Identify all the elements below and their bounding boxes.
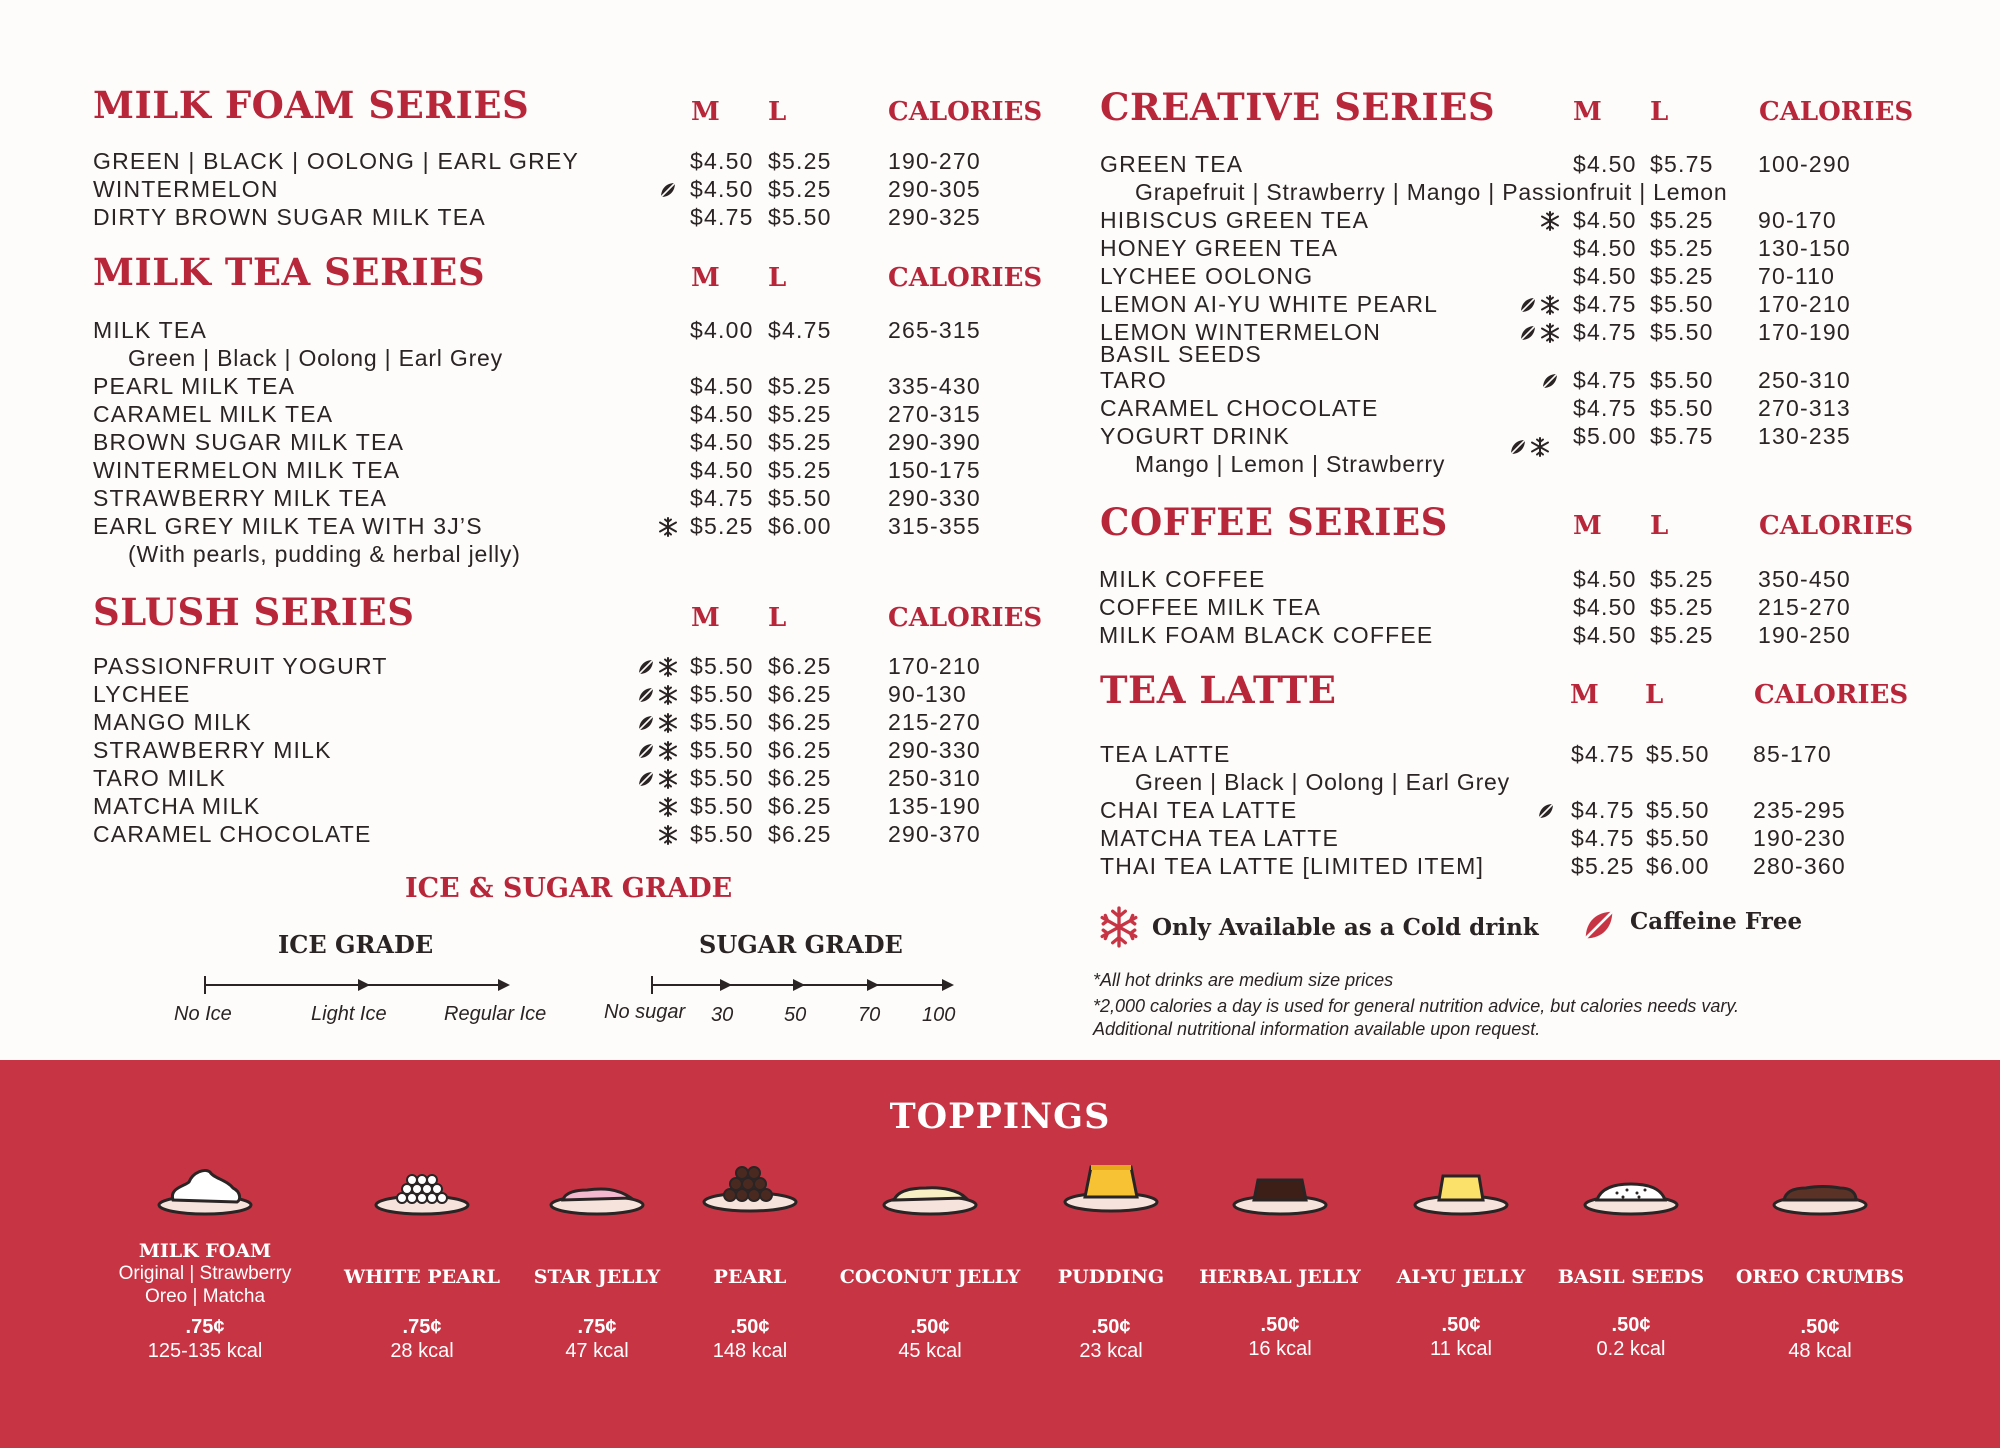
col-calories: CALORIES (888, 97, 1043, 127)
price-m: $4.50 (1573, 566, 1637, 592)
sugar-grade-title: SUGAR GRADE (699, 930, 903, 959)
topping-price: .75¢ (577, 1316, 617, 1338)
item-name: LYCHEE OOLONG (1100, 263, 1314, 289)
caffeine-free-cold-icons (1518, 322, 1560, 344)
calories: 235-295 (1753, 797, 1846, 823)
item-name: CARAMEL CHOCOLATE (93, 821, 372, 847)
caffeine-free-icon (636, 685, 656, 705)
caffeine-free-legend-icon (1580, 906, 1618, 944)
price-l: $4.75 (768, 317, 832, 343)
caffeine-free-cold-icons (1508, 436, 1550, 458)
price-m: $5.50 (690, 765, 754, 791)
price-l: $5.25 (1650, 235, 1714, 261)
topping-price: .50¢ (1611, 1314, 1651, 1336)
note-hot-drinks: *All hot drinks are medium size prices (1093, 970, 1394, 990)
price-m: $4.75 (1573, 395, 1637, 421)
item-name: LYCHEE (93, 681, 191, 707)
calories: 290-325 (888, 204, 981, 230)
caffeine-free-cold-icons (636, 768, 678, 790)
topping-kcal: 23 kcal (1079, 1340, 1143, 1362)
price-m: $5.50 (690, 681, 754, 707)
caffeine-free-icon (658, 179, 678, 201)
col-calories: CALORIES (1759, 97, 1914, 127)
col-m: M (1573, 511, 1602, 541)
snowflake-icon (1098, 906, 1140, 948)
caffeine-free-cold-icons (636, 712, 678, 734)
snowflake-icon (1540, 210, 1560, 232)
price-m: $4.50 (690, 373, 754, 399)
topping-kcal: 11 kcal (1430, 1338, 1492, 1360)
calories: 250-310 (1758, 367, 1851, 393)
calories: 130-235 (1758, 423, 1851, 449)
item-name: WINTERMELON MILK TEA (93, 457, 401, 483)
topping-price: .50¢ (730, 1316, 770, 1338)
col-l: L (1650, 511, 1669, 541)
topping-name: OREO CRUMBS (1735, 1266, 1905, 1288)
col-l: L (1645, 680, 1664, 710)
snowflake-icon (658, 824, 678, 846)
calories: 170-210 (888, 653, 981, 679)
price-l: $5.25 (768, 176, 832, 202)
item-name: MATCHA MILK (93, 793, 261, 819)
calories: 150-175 (888, 457, 981, 483)
item-name-continued: BASIL SEEDS (1100, 341, 1262, 367)
oreo-crumbs-icon (1770, 1160, 1870, 1220)
price-m: $4.50 (690, 176, 754, 202)
price-m: $4.75 (1571, 741, 1635, 767)
calories: 265-315 (888, 317, 981, 343)
calories: 270-315 (888, 401, 981, 427)
item-name: PASSIONFRUIT YOGURT (93, 653, 388, 679)
price-m: $4.50 (1573, 263, 1637, 289)
price-l: $5.25 (768, 429, 832, 455)
item-options: Green | Black | Oolong | Earl Grey (1135, 769, 1510, 795)
ice-level-label: Light Ice (311, 1003, 387, 1025)
col-l: L (768, 603, 787, 633)
ai-yu-jelly-icon (1411, 1160, 1511, 1220)
calories: 85-170 (1753, 741, 1832, 767)
white-pearl-icon (372, 1160, 472, 1220)
calories: 170-190 (1758, 319, 1851, 345)
item-name: COFFEE MILK TEA (1099, 594, 1322, 620)
price-m: $4.75 (1571, 825, 1635, 851)
calories: 290-370 (888, 821, 981, 847)
topping-price: .50¢ (1800, 1316, 1840, 1338)
price-l: $6.25 (768, 681, 832, 707)
calories: 100-290 (1758, 151, 1851, 177)
item-name: BROWN SUGAR MILK TEA (93, 429, 405, 455)
topping-name: COCONUT JELLY (839, 1266, 1021, 1288)
price-m: $4.50 (1573, 235, 1637, 261)
topping-price: .50¢ (1441, 1314, 1481, 1336)
topping-name: MILK FOAM (138, 1240, 272, 1262)
col-calories: CALORIES (1759, 511, 1914, 541)
pudding-icon (1061, 1155, 1161, 1215)
price-l: $5.25 (1650, 594, 1714, 620)
price-l: $5.75 (1650, 151, 1714, 177)
caffeine-free-cold-icons (636, 684, 678, 706)
price-m: $4.75 (1573, 319, 1637, 345)
snowflake-icon (1540, 323, 1560, 343)
snowflake-icon (658, 685, 678, 705)
item-options: (With pearls, pudding & herbal jelly) (128, 541, 521, 567)
calories: 335-430 (888, 373, 981, 399)
item-name: GREEN | BLACK | OOLONG | EARL GREY (93, 148, 580, 174)
caffeine-free-icon (636, 741, 656, 761)
price-m: $5.25 (1571, 853, 1635, 879)
note-calories: *2,000 calories a day is used for general nutrition advice, but calories needs vary. (1093, 996, 1740, 1016)
caffeine-free-cold-icons (636, 740, 678, 762)
snowflake-icon (658, 796, 678, 818)
item-options: Green | Black | Oolong | Earl Grey (128, 345, 503, 371)
sugar-level-label: 100 (922, 1004, 956, 1026)
sugar-level-label: No sugar (604, 1001, 686, 1023)
item-name: YOGURT DRINK (1100, 423, 1290, 449)
topping-price: .50¢ (1091, 1316, 1131, 1338)
topping-name: PUDDING (1057, 1266, 1165, 1288)
creative-title: CREATIVE SERIES (1100, 85, 1496, 129)
price-l: $5.25 (1650, 263, 1714, 289)
milk-foam-icon (155, 1160, 255, 1220)
milk-foam-title: MILK FOAM SERIES (93, 83, 530, 127)
snowflake-icon (658, 741, 678, 761)
price-m: $5.50 (690, 709, 754, 735)
price-m: $4.75 (690, 485, 754, 511)
price-l: $5.25 (1650, 566, 1714, 592)
col-m: M (1573, 97, 1602, 127)
caffeine-free-cold-icons (1518, 294, 1560, 316)
price-l: $6.00 (768, 513, 832, 539)
price-m: $5.50 (690, 653, 754, 679)
caffeine-free-icon (1518, 295, 1538, 315)
price-l: $5.50 (1646, 741, 1710, 767)
ice-grade-scale (190, 970, 520, 1000)
item-name: HIBISCUS GREEN TEA (1100, 207, 1370, 233)
topping-price: .75¢ (185, 1316, 225, 1338)
topping-price: .50¢ (910, 1316, 950, 1338)
price-l: $5.50 (1646, 797, 1710, 823)
price-m: $4.50 (690, 429, 754, 455)
calories: 135-190 (888, 793, 981, 819)
price-m: $5.00 (1573, 423, 1637, 449)
price-l: $5.50 (1650, 291, 1714, 317)
topping-kcal: 28 kcal (390, 1340, 454, 1362)
item-name: TARO MILK (93, 765, 227, 791)
price-m: $4.50 (1573, 594, 1637, 620)
item-name: LEMON WINTERMELON (1100, 319, 1382, 345)
topping-kcal: 47 kcal (565, 1340, 629, 1362)
topping-options: Original | Strawberry (118, 1263, 292, 1284)
snowflake-icon (1540, 295, 1560, 315)
legend-caffeine-free-label: Caffeine Free (1630, 908, 1803, 935)
price-l: $5.25 (768, 148, 832, 174)
caffeine-free-icon (1536, 800, 1556, 822)
item-name: WINTERMELON (93, 176, 279, 202)
price-l: $6.00 (1646, 853, 1710, 879)
sugar-level-label: 30 (711, 1004, 734, 1026)
topping-kcal: 0.2 kcal (1596, 1338, 1666, 1360)
item-name: DIRTY BROWN SUGAR MILK TEA (93, 204, 486, 230)
snowflake-icon (658, 516, 678, 538)
sugar-level-label: 70 (858, 1004, 881, 1026)
item-name: PEARL MILK TEA (93, 373, 296, 399)
calories: 190-250 (1758, 622, 1851, 648)
calories: 130-150 (1758, 235, 1851, 261)
calories: 280-360 (1753, 853, 1846, 879)
price-l: $6.25 (768, 765, 832, 791)
topping-name: WHITE PEARL (343, 1266, 501, 1288)
col-m: M (691, 603, 720, 633)
ice-grade-title: ICE GRADE (278, 930, 434, 959)
item-name: GREEN TEA (1100, 151, 1244, 177)
toppings-title: TOPPINGS (889, 1096, 1111, 1137)
ice-level-label: Regular Ice (444, 1003, 547, 1025)
item-options: Mango | Lemon | Strawberry (1135, 451, 1446, 477)
pearl-icon (700, 1155, 800, 1215)
caffeine-free-icon (1540, 370, 1560, 392)
basil-seeds-icon (1581, 1160, 1681, 1220)
col-l: L (768, 263, 787, 293)
item-name: CARAMEL MILK TEA (93, 401, 334, 427)
price-l: $5.25 (768, 401, 832, 427)
price-m: $4.75 (1571, 797, 1635, 823)
item-name: MATCHA TEA LATTE (1100, 825, 1340, 851)
price-l: $6.25 (768, 793, 832, 819)
price-m: $4.50 (1573, 622, 1637, 648)
calories: 290-390 (888, 429, 981, 455)
col-calories: CALORIES (888, 603, 1043, 633)
col-l: L (1650, 97, 1669, 127)
col-m: M (691, 97, 720, 127)
snowflake-icon (1530, 437, 1550, 457)
price-m: $4.75 (1573, 367, 1637, 393)
col-calories: CALORIES (888, 263, 1043, 293)
item-name: THAI TEA LATTE [LIMITED ITEM] (1100, 853, 1485, 879)
item-name: MILK TEA (93, 317, 207, 343)
item-name: EARL GREY MILK TEA WITH 3J’S (93, 513, 483, 539)
price-m: $5.50 (690, 737, 754, 763)
price-m: $4.50 (690, 148, 754, 174)
price-l: $5.50 (768, 204, 832, 230)
price-m: $4.50 (1573, 207, 1637, 233)
legend-cold-label: Only Available as a Cold drink (1152, 914, 1539, 941)
calories: 290-305 (888, 176, 981, 202)
price-l: $5.50 (1646, 825, 1710, 851)
item-options: Grapefruit | Strawberry | Mango | Passionfruit | Lemon (1135, 179, 1728, 205)
item-name: STRAWBERRY MILK TEA (93, 485, 388, 511)
price-l: $5.25 (768, 373, 832, 399)
caffeine-free-cold-icons (636, 656, 678, 678)
note-nutrition: Additional nutritional information available upon request. (1093, 1019, 1541, 1039)
item-name: STRAWBERRY MILK (93, 737, 332, 763)
calories: 250-310 (888, 765, 981, 791)
price-m: $5.25 (690, 513, 754, 539)
item-name: LEMON AI-YU WHITE PEARL (1100, 291, 1439, 317)
price-l: $5.50 (1650, 367, 1714, 393)
price-m: $4.50 (690, 401, 754, 427)
item-name: MILK FOAM BLACK COFFEE (1099, 622, 1434, 648)
price-l: $5.50 (768, 485, 832, 511)
calories: 190-230 (1753, 825, 1846, 851)
coconut-jelly-icon (880, 1160, 980, 1220)
calories: 90-170 (1758, 207, 1837, 233)
col-calories: CALORIES (1754, 680, 1909, 710)
item-name: MANGO MILK (93, 709, 252, 735)
topping-price: .50¢ (1260, 1314, 1300, 1336)
price-m: $4.75 (1573, 291, 1637, 317)
topping-name: BASIL SEEDS (1557, 1266, 1705, 1288)
caffeine-free-icon (636, 657, 656, 677)
tea-latte-title: TEA LATTE (1100, 668, 1337, 712)
topping-kcal: 16 kcal (1248, 1338, 1312, 1360)
topping-price: .75¢ (402, 1316, 442, 1338)
price-l: $6.25 (768, 821, 832, 847)
sugar-grade-scale (640, 970, 960, 1000)
item-name: HONEY GREEN TEA (1100, 235, 1339, 261)
col-m: M (1570, 680, 1599, 710)
price-m: $5.50 (690, 793, 754, 819)
price-l: $6.25 (768, 709, 832, 735)
snowflake-icon (658, 657, 678, 677)
price-l: $5.50 (1650, 395, 1714, 421)
topping-kcal: 125-135 kcal (147, 1340, 263, 1362)
price-m: $4.50 (690, 457, 754, 483)
price-m: $4.50 (1573, 151, 1637, 177)
slush-title: SLUSH SERIES (93, 590, 415, 634)
price-l: $6.25 (768, 653, 832, 679)
calories: 190-270 (888, 148, 981, 174)
calories: 215-270 (1758, 594, 1851, 620)
calories: 290-330 (888, 737, 981, 763)
topping-name: HERBAL JELLY (1199, 1266, 1361, 1288)
price-l: $5.75 (1650, 423, 1714, 449)
topping-name: STAR JELLY (533, 1266, 661, 1288)
topping-kcal: 48 kcal (1788, 1340, 1852, 1362)
item-name: CARAMEL CHOCOLATE (1100, 395, 1379, 421)
item-name: CHAI TEA LATTE (1100, 797, 1298, 823)
price-m: $5.50 (690, 821, 754, 847)
calories: 170-210 (1758, 291, 1851, 317)
ice-sugar-title: ICE & SUGAR GRADE (405, 873, 733, 904)
item-name: TEA LATTE (1100, 741, 1231, 767)
calories: 70-110 (1758, 263, 1836, 289)
herbal-jelly-icon (1230, 1160, 1330, 1220)
calories: 315-355 (888, 513, 981, 539)
caffeine-free-icon (1518, 323, 1538, 343)
price-m: $4.00 (690, 317, 754, 343)
price-m: $4.75 (690, 204, 754, 230)
caffeine-free-icon (636, 769, 656, 789)
price-l: $5.25 (1650, 207, 1714, 233)
sugar-level-label: 50 (784, 1004, 807, 1026)
star-jelly-icon (547, 1160, 647, 1220)
caffeine-free-icon (1508, 437, 1528, 457)
calories: 270-313 (1758, 395, 1851, 421)
topping-name: PEARL (713, 1266, 787, 1288)
topping-options: Oreo | Matcha (144, 1286, 266, 1307)
ice-level-label: No Ice (174, 1003, 232, 1025)
calories: 290-330 (888, 485, 981, 511)
caffeine-free-icon (636, 713, 656, 733)
item-name: MILK COFFEE (1099, 566, 1266, 592)
price-l: $5.50 (1650, 319, 1714, 345)
item-name: TARO (1100, 367, 1167, 393)
col-m: M (691, 263, 720, 293)
price-l: $5.25 (768, 457, 832, 483)
milk-tea-title: MILK TEA SERIES (93, 250, 486, 294)
col-l: L (768, 97, 787, 127)
topping-kcal: 45 kcal (898, 1340, 962, 1362)
price-l: $5.25 (1650, 622, 1714, 648)
topping-kcal: 148 kcal (712, 1340, 788, 1362)
price-l: $6.25 (768, 737, 832, 763)
calories: 350-450 (1758, 566, 1851, 592)
topping-name: AI-YU JELLY (1396, 1266, 1526, 1288)
calories: 215-270 (888, 709, 981, 735)
snowflake-icon (658, 713, 678, 733)
coffee-title: COFFEE SERIES (1100, 500, 1448, 544)
calories: 90-130 (888, 681, 967, 707)
snowflake-icon (658, 769, 678, 789)
